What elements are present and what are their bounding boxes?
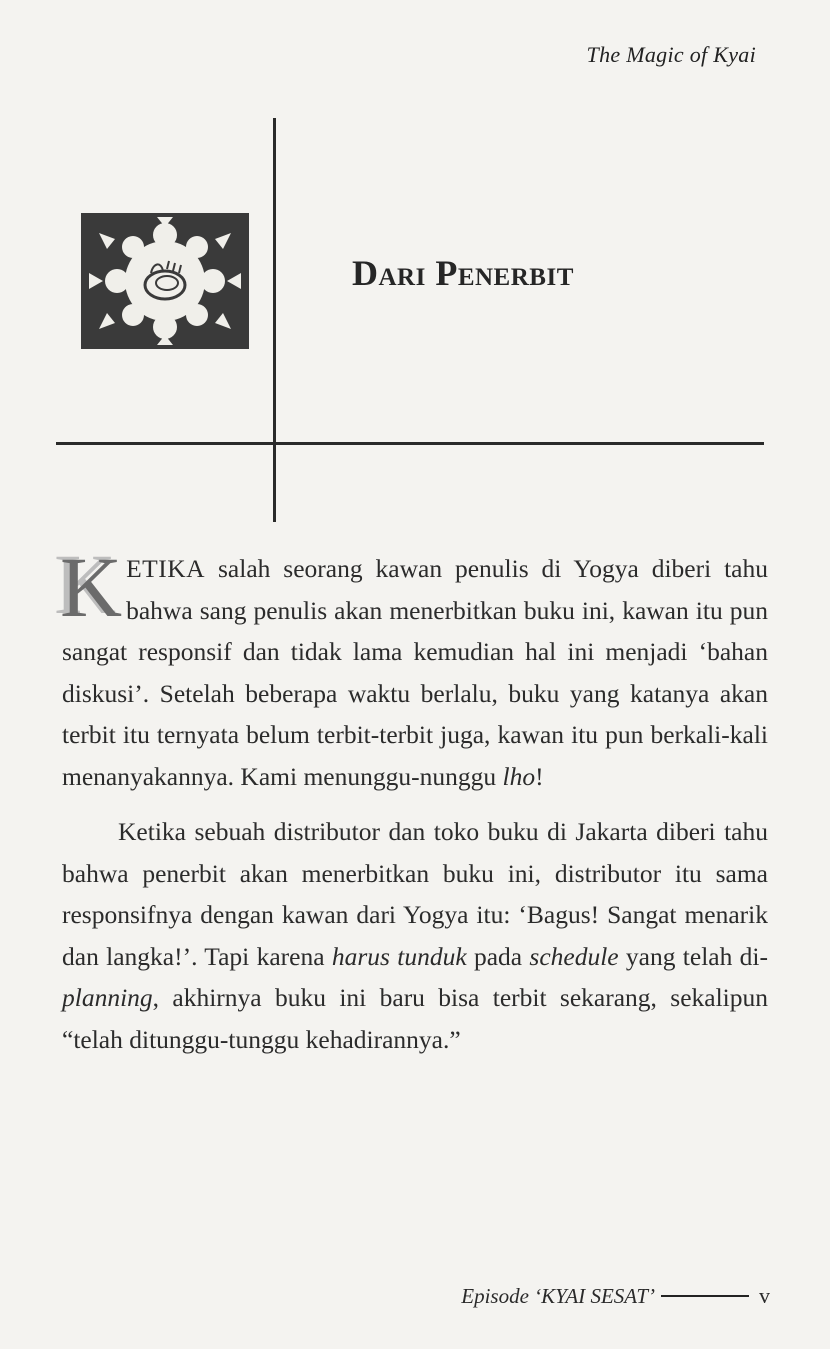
vertical-rule bbox=[273, 118, 276, 522]
page-number: v bbox=[759, 1283, 770, 1308]
body-text bbox=[60, 539, 769, 1060]
paragraph-2-text-3: yang telah di- bbox=[618, 941, 769, 971]
italic-lho: lho bbox=[502, 761, 536, 791]
drop-cap: K bbox=[60, 539, 123, 635]
paragraph-2 bbox=[62, 811, 768, 1060]
italic-planning: planning bbox=[62, 983, 153, 1012]
paragraph-1 bbox=[60, 539, 768, 797]
paragraph-2-text-4: , akhirnya buku ini baru bisa terbit sekarang, sekalipun “telah ditunggu-tunggu kehadirannya.” bbox=[62, 983, 768, 1054]
footer-rule bbox=[661, 1295, 749, 1297]
footer-episode: Episode ‘KYAI SESAT’ bbox=[461, 1283, 655, 1308]
first-word: ETIKA bbox=[126, 554, 206, 583]
horizontal-rule bbox=[56, 442, 764, 445]
seal-ornament-icon bbox=[81, 213, 249, 349]
chapter-title: Dari Penerbit bbox=[352, 253, 574, 293]
italic-harus-tunduk: harus tunduk bbox=[331, 941, 467, 971]
page-footer bbox=[420, 1283, 770, 1309]
paragraph-2-text-2: pada bbox=[466, 941, 530, 971]
italic-schedule: schedule bbox=[529, 941, 619, 971]
paragraph-1-end: ! bbox=[535, 761, 544, 791]
paragraph-2-text-1: Ketika sebuah distributor dan toko buku di Jakarta diberi tahu bahwa penerbit akan menerbitkan buku ini, distributor itu sama responsifnya dengan kawan dari Yogya itu: ‘Bagus! Sangat menarik dan langka!’. Tapi karena bbox=[62, 817, 768, 971]
running-header: The Magic of Kyai bbox=[586, 42, 756, 67]
paragraph-1-text: salah seorang kawan penulis di Yogya diberi tahu bahwa sang penulis akan menerbitkan buku ini, kawan itu pun sangat responsif dan tidak lama kemudian hal ini menjadi ‘bahan diskusi’. Setelah beberapa waktu berlalu, buku yang katanya akan terbit itu ternyata belum terbit-terbit juga, kawan itu pun berkali-kali menanyakannya. Kami menunggu-nunggu bbox=[62, 554, 768, 791]
